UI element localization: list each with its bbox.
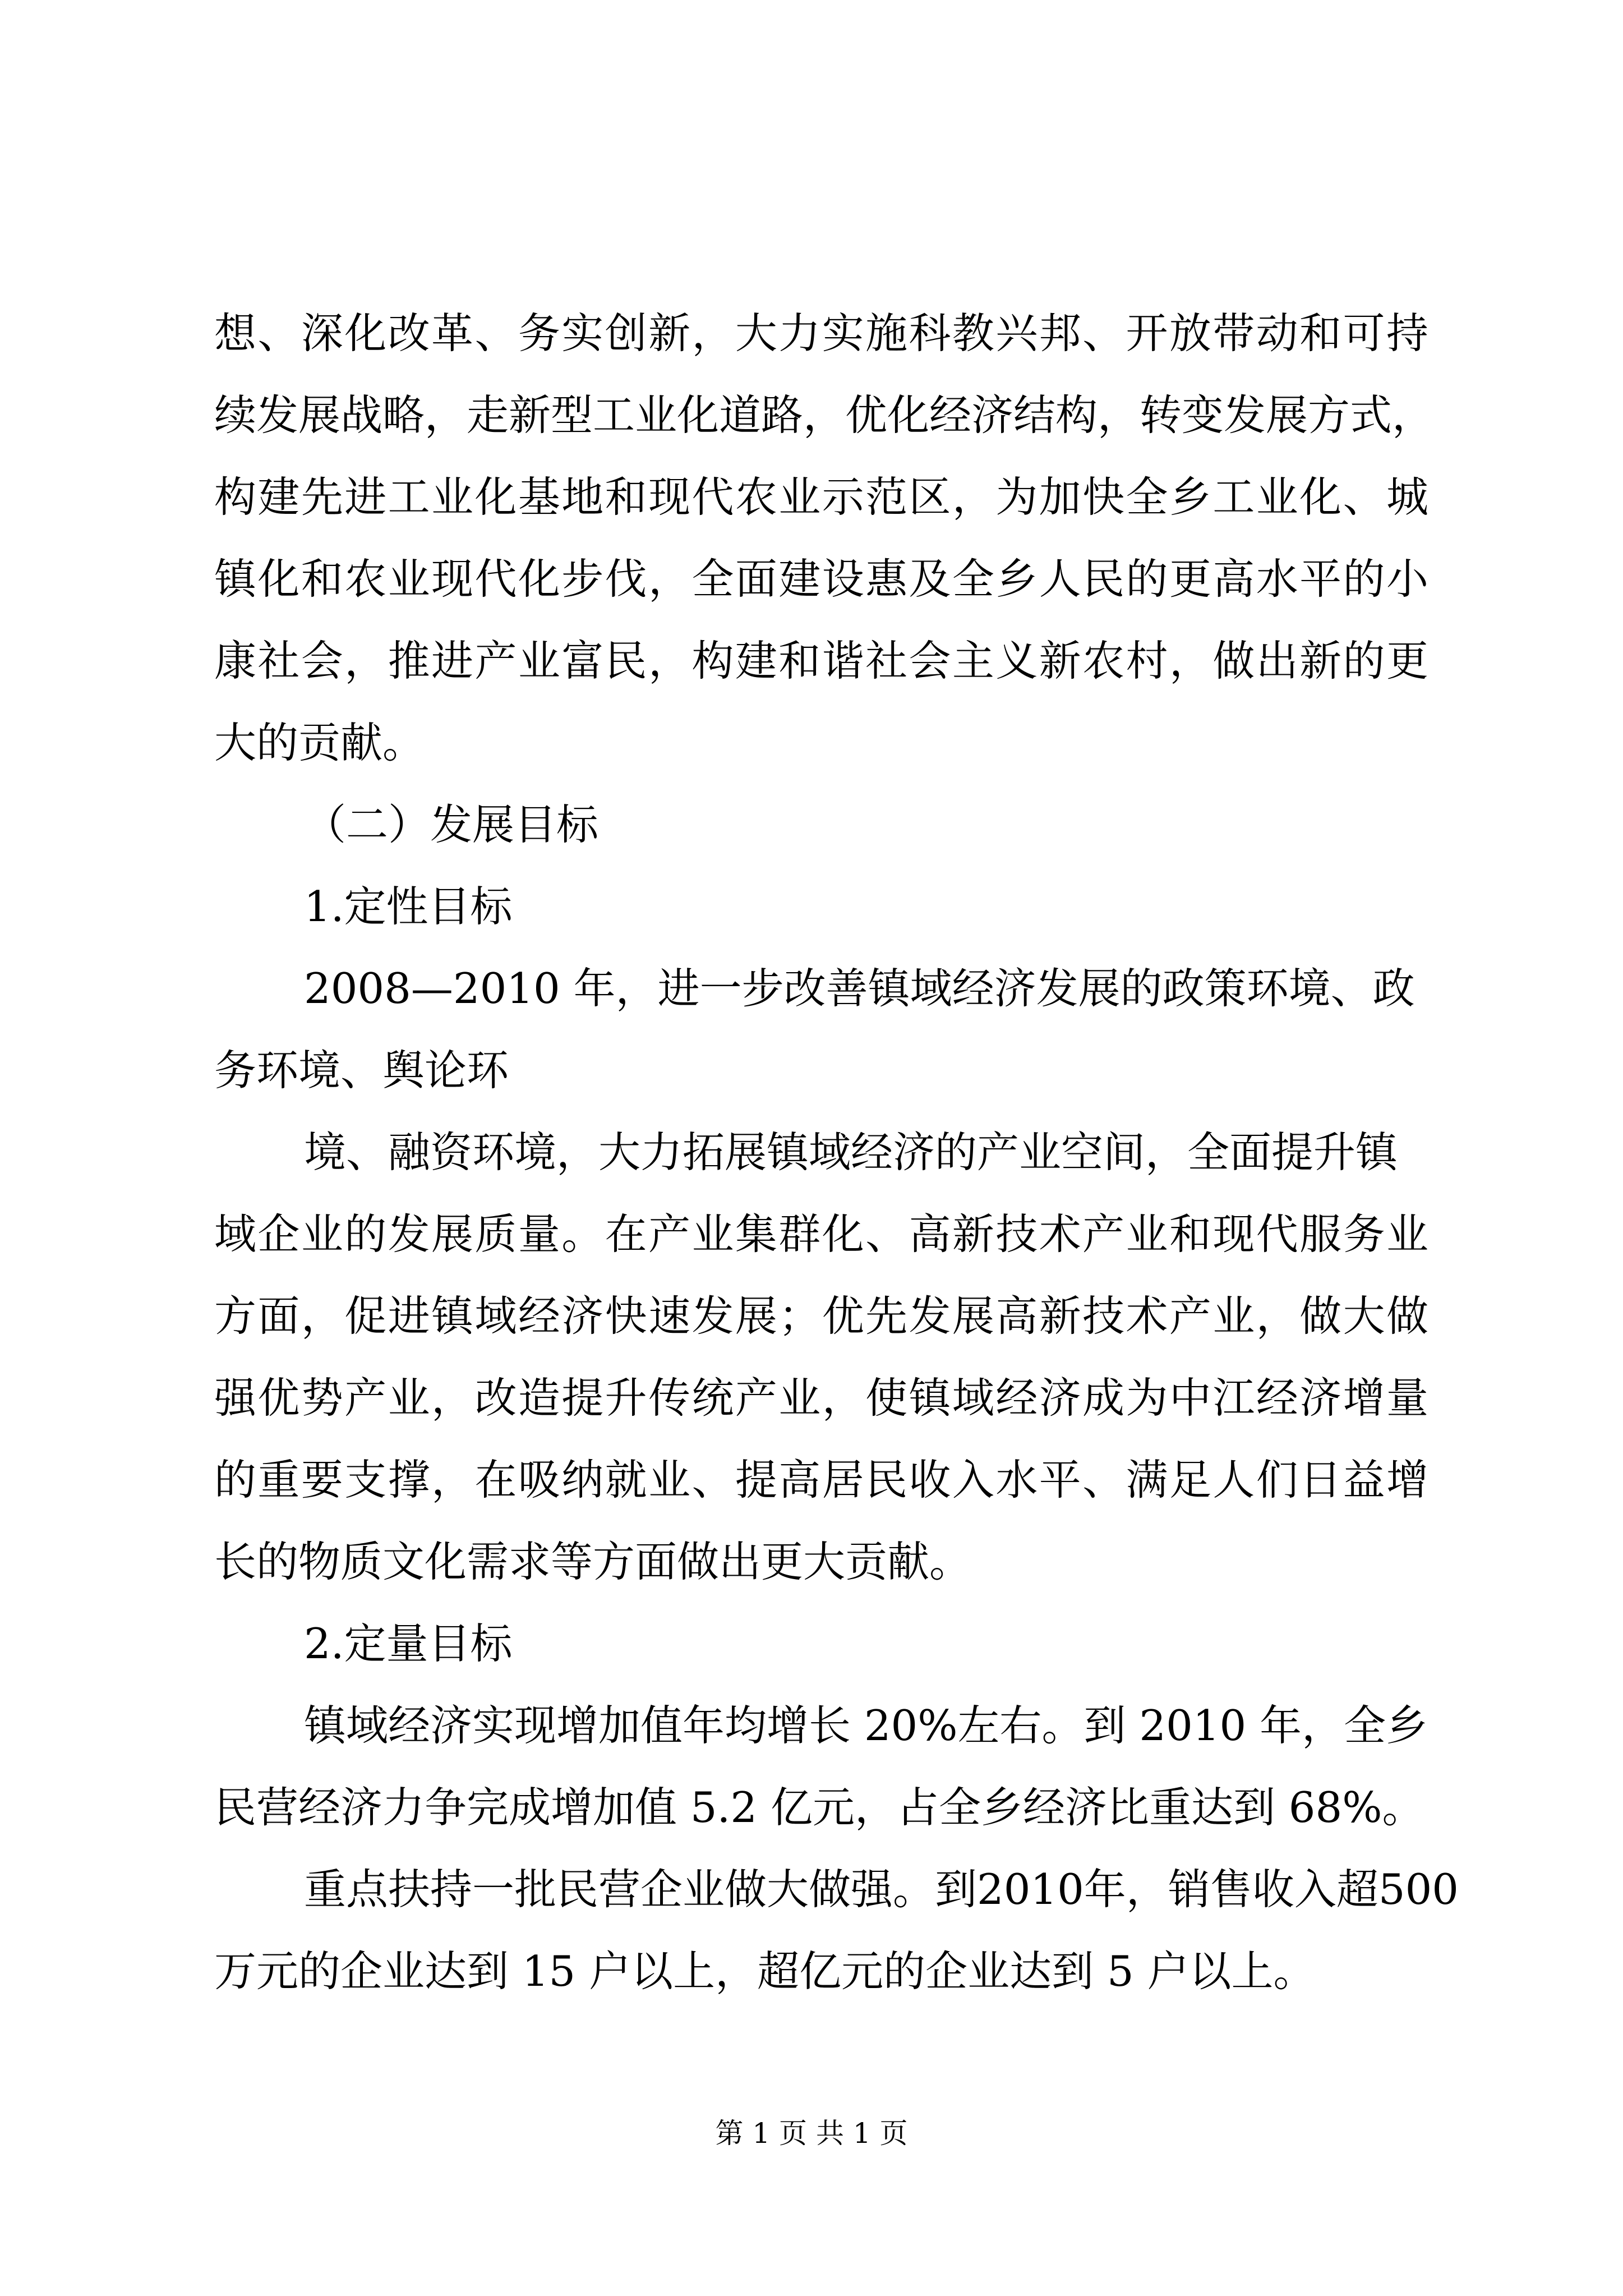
body-line: 境、融资环境，大力拓展镇域经济的产业空间，全面提升镇 bbox=[304, 1128, 1398, 1177]
body-line: 想、深化改革、务实创新，大力实施科教兴邦、开放带动和可持 bbox=[214, 309, 1428, 358]
page-footer: 第 1 页 共 1 页 bbox=[715, 2117, 908, 2150]
body-line: 的重要支撑，在吸纳就业、提高居民收入水平、满足人们日益增 bbox=[214, 1455, 1428, 1504]
section-heading: （二）发展目标 bbox=[304, 800, 599, 849]
body-line: 域企业的发展质量。在产业集群化、高新技术产业和现代服务业 bbox=[214, 1209, 1428, 1259]
body-line: 构建先进工业化基地和现代农业示范区，为加快全乡工业化、城 bbox=[214, 472, 1428, 522]
subsection-heading: 1.定性目标 bbox=[304, 882, 513, 931]
body-line: 康社会，推进产业富民，构建和谐社会主义新农村，做出新的更 bbox=[214, 636, 1428, 685]
body-line: 镇化和农业现代化步伐，全面建设惠及全乡人民的更高水平的小 bbox=[214, 554, 1428, 604]
body-line: 续发展战略，走新型工业化道路，优化经济结构，转变发展方式， bbox=[214, 390, 1435, 440]
body-line: 万元的企业达到 15 户以上，超亿元的企业达到 5 户以上。 bbox=[214, 1947, 1316, 1996]
body-line: 重点扶持一批民营企业做大做强。到2010年，销售收入超500 bbox=[304, 1865, 1459, 1914]
body-line: 长的物质文化需求等方面做出更大贡献。 bbox=[214, 1537, 972, 1586]
subsection-heading: 2.定量目标 bbox=[304, 1619, 513, 1668]
body-line: 镇域经济实现增加值年均增长 20%左右。到 2010 年，全乡 bbox=[304, 1701, 1428, 1750]
body-line: 民营经济力争完成增加值 5.2 亿元，占全乡经济比重达到 68%。 bbox=[214, 1783, 1424, 1832]
body-line: 2008—2010 年，进一步改善镇域经济发展的政策环境、政 bbox=[304, 964, 1415, 1013]
body-line: 务环境、舆论环 bbox=[214, 1046, 509, 1095]
body-line: 强优势产业，改造提升传统产业，使镇域经济成为中江经济增量 bbox=[214, 1373, 1428, 1423]
body-line: 方面，促进镇域经济快速发展；优先发展高新技术产业，做大做 bbox=[214, 1291, 1428, 1341]
body-line: 大的贡献。 bbox=[214, 718, 425, 767]
